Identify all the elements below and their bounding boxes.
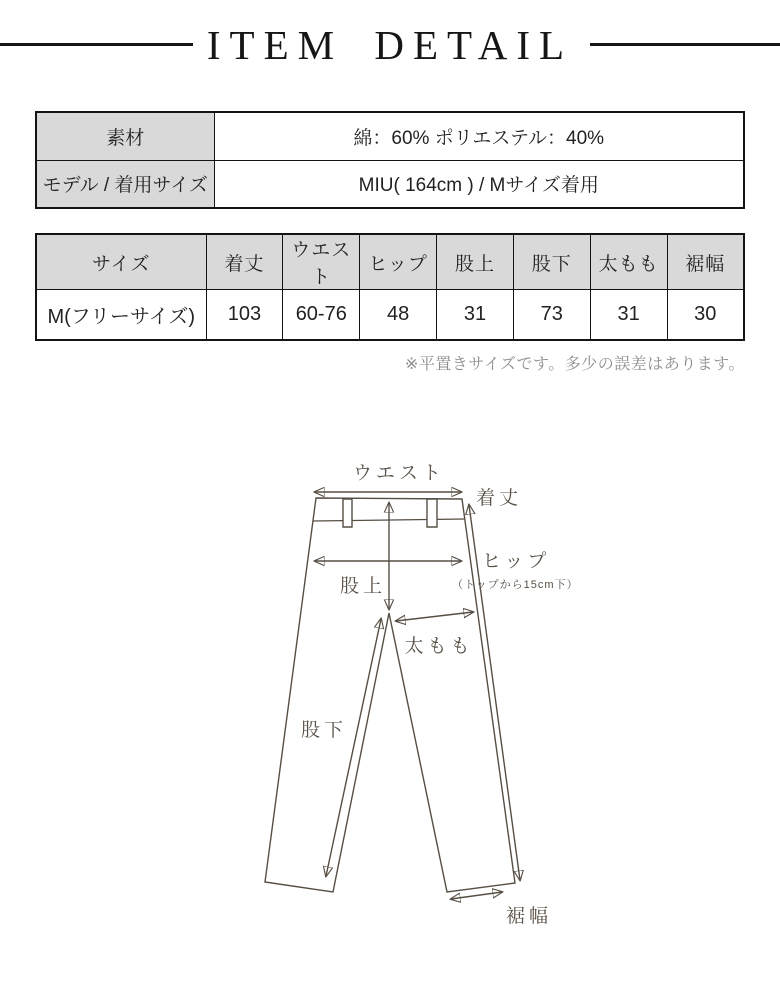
size-note: ※平置きサイズです。多少の誤差はあります。 xyxy=(404,356,745,373)
size-cell-hip: 48 xyxy=(360,290,437,340)
column-header-size: サイズ xyxy=(36,234,206,290)
table-row xyxy=(36,160,744,208)
column-header-rise: 股上 xyxy=(437,234,514,290)
column-header-inseam: 股下 xyxy=(513,234,590,290)
pants-diagram xyxy=(230,440,590,960)
column-header-thigh: 太もも xyxy=(590,234,667,290)
info-value-model: MIU( 164cm ) / Mサイズ着用 xyxy=(214,160,744,208)
size-cell-length: 103 xyxy=(206,290,283,340)
size-cell-hem: 30 xyxy=(667,290,744,340)
diagram-label-rise: 股上 xyxy=(339,576,387,597)
column-header-hem: 裾幅 xyxy=(667,234,744,290)
header-rule-right xyxy=(590,43,780,46)
size-cell-name: M(フリーサイズ) xyxy=(36,290,206,340)
belt-loop-left xyxy=(343,499,352,527)
column-header-length: 着丈 xyxy=(206,234,283,290)
size-cell-thigh: 31 xyxy=(590,290,667,340)
table-row xyxy=(36,112,744,160)
size-cell-inseam: 73 xyxy=(513,290,590,340)
column-header-hip: ヒップ xyxy=(360,234,437,290)
info-value-material: 綿：60% ポリエステル：40% xyxy=(214,112,744,160)
page-title: ITEM DETAIL xyxy=(206,22,574,68)
info-label-material: 素材 xyxy=(36,112,214,160)
inseam-arrow xyxy=(326,619,381,876)
size-table-header-row xyxy=(36,234,744,290)
hem-width-arrow xyxy=(451,892,502,899)
pants-outline xyxy=(265,498,515,892)
diagram-label-hip: ヒップ xyxy=(482,551,551,572)
table-row xyxy=(36,290,744,340)
info-table xyxy=(35,111,745,209)
size-cell-waist: 60-76 xyxy=(283,290,360,340)
diagram-label-hem-width: 裾幅 xyxy=(505,906,553,927)
diagram-label-length: 着丈 xyxy=(476,488,523,509)
diagram-label-thigh: 太もも xyxy=(404,636,474,657)
thigh-arrow xyxy=(396,612,473,621)
diagram-label-hip-note: （トップから15cm下） xyxy=(452,579,579,591)
info-label-model: モデル / 着用サイズ xyxy=(36,160,214,208)
column-header-waist: ウエスト xyxy=(283,234,360,290)
diagram-label-waist: ウエスト xyxy=(352,463,446,484)
size-cell-rise: 31 xyxy=(437,290,514,340)
size-table xyxy=(35,233,745,341)
belt-loop-right xyxy=(427,499,437,527)
diagram-label-inseam: 股下 xyxy=(300,720,348,741)
